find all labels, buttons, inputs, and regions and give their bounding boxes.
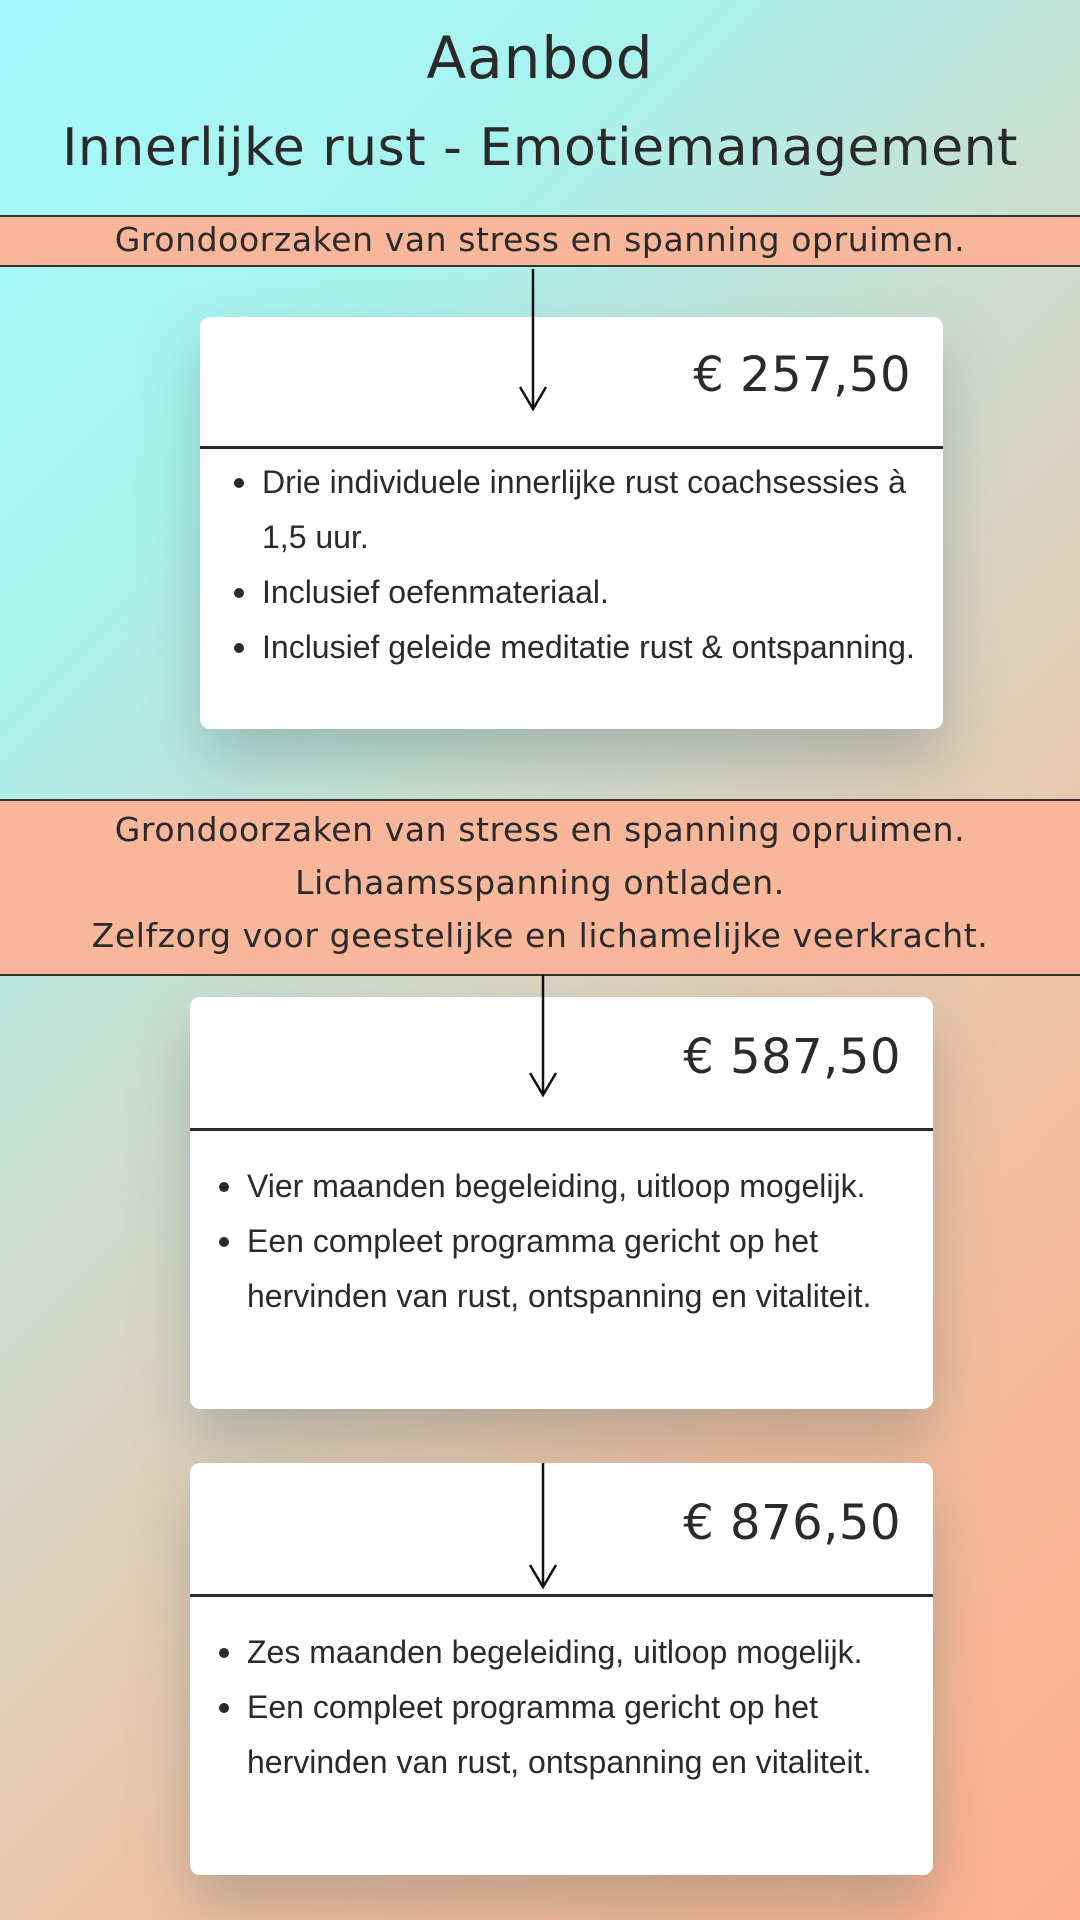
feature-list xyxy=(230,455,920,675)
list-item: Inclusief oefenmateriaal. xyxy=(230,565,920,620)
package-price: € 876,50 xyxy=(683,1495,901,1551)
package-card-header xyxy=(200,317,943,449)
list-item: Vier maanden begeleiding, uitloop mogelijk. xyxy=(215,1159,935,1214)
arrow-down-icon xyxy=(528,1463,558,1591)
list-item: Een compleet programma gericht op het hervinden van rust, ontspanning en vitaliteit. xyxy=(215,1214,935,1324)
program-band xyxy=(0,799,1080,976)
list-item: Een compleet programma gericht op het hervinden van rust, ontspanning en vitaliteit. xyxy=(215,1680,935,1790)
package-card-3 xyxy=(190,1463,933,1875)
list-item: Inclusief geleide meditatie rust & ontspanning. xyxy=(230,620,920,675)
feature-list xyxy=(215,1159,935,1324)
band-line: Lichaamsspanning ontladen. xyxy=(295,863,785,902)
list-item: Drie individuele innerlijke rust coachsessies à 1,5 uur. xyxy=(230,455,920,565)
package-price: € 257,50 xyxy=(693,347,911,403)
feature-list xyxy=(215,1625,935,1790)
arrow-down-icon xyxy=(518,269,548,413)
list-item: Zes maanden begeleiding, uitloop mogelijk. xyxy=(215,1625,935,1680)
band-line: Grondoorzaken van stress en spanning opruimen. xyxy=(114,810,966,849)
arrow-down-icon xyxy=(528,975,558,1099)
intro-band xyxy=(0,215,1080,267)
package-price: € 587,50 xyxy=(683,1029,901,1085)
band-line: Zelfzorg voor geestelijke en lichamelijke veerkracht. xyxy=(91,916,989,955)
package-card-header xyxy=(190,997,933,1131)
package-card-1 xyxy=(200,317,943,729)
package-card-header xyxy=(190,1463,933,1597)
page-title: Aanbod xyxy=(426,24,654,92)
page-subtitle: Innerlijke rust - Emotiemanagement xyxy=(62,118,1018,178)
band-line: Grondoorzaken van stress en spanning opruimen. xyxy=(114,220,966,259)
package-card-2 xyxy=(190,997,933,1409)
